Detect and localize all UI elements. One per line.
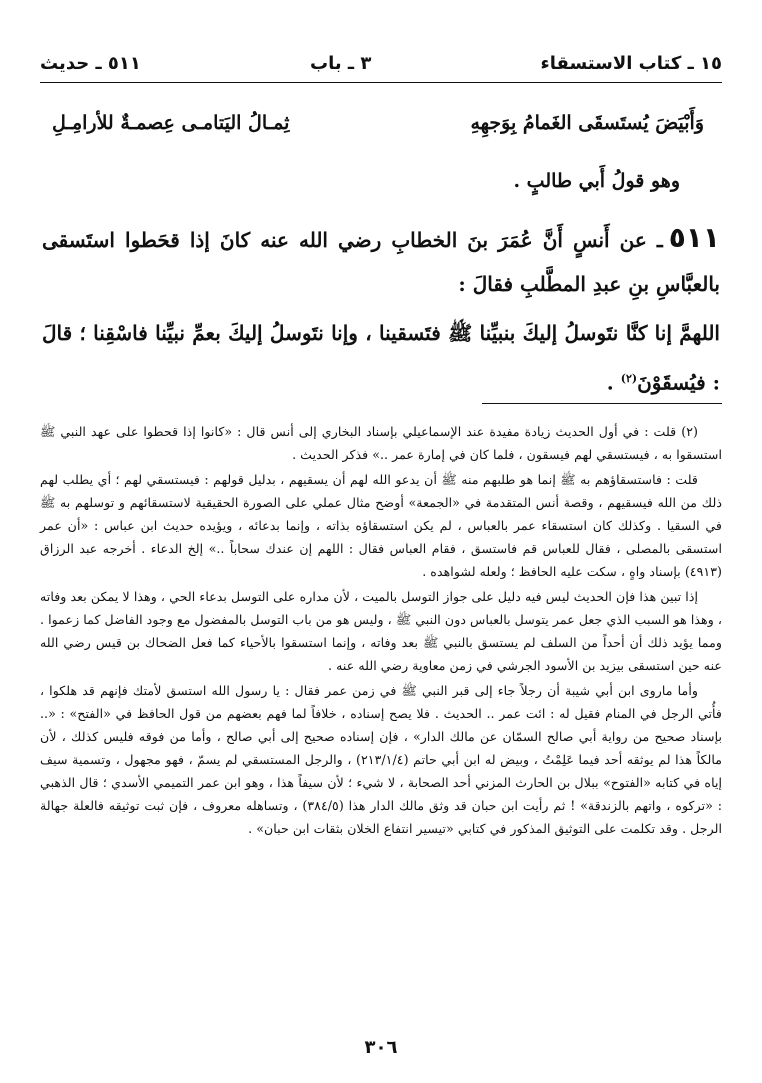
page-number: ٣٠٦ bbox=[364, 1037, 398, 1058]
footnote-paragraph: إذا تبين هذا فإن الحديث ليس فيه دليل على جواز التوسل بالميت ، لأن مداره على التوسل بدعاء الحي ، وهذا لا يمكن بعد وفاته ، وهذا هو السبب الذي جعل عمر يتوسل بالعباس دون النبي ﷺ ، وليس هو من باب التوسل بالمفضول مع وجود الفاضل كما زعموا . ومما يؤيد ذلك أن أحداً من السلف لم يستسق بالنبي ﷺ بعد وفاته ، وإنما استسقوا بالأحياء كما فعل الضحاك بن قيس رضي الله عنه حين استسقى بيزيد بن الأسود الجرشي في زمن معاوية رضي الله عنه . bbox=[40, 589, 722, 673]
hadith-text bbox=[42, 216, 720, 306]
verse-second-hemistich: ثِمـالُ اليَتامـى عِصمـةٌ للأرامِـلِ bbox=[52, 112, 290, 134]
footnote-divider bbox=[482, 403, 722, 404]
dua-body: اللهمَّ إنا كنَّا نتَوسلُ إليكَ بنبيِّنا ﷺ فتَسقينا ، وإنا نتَوسلُ إليكَ بعمِّ نبيِّنا فاسْقِنا ؛ قالَ : فيُسقَوْنَ bbox=[42, 321, 720, 395]
dua-end: . bbox=[606, 370, 621, 395]
footnote-mark: (٢) bbox=[620, 372, 638, 385]
running-header bbox=[40, 48, 722, 78]
footnotes bbox=[40, 420, 722, 842]
hadith-number: ٥١١ bbox=[668, 221, 720, 254]
book-title: ١٥ ـ كتاب الاستسقاء bbox=[540, 52, 722, 74]
footnote-paragraph: وأما ماروى ابن أبي شيبة أن رجلاً جاء إلى قبر النبي ﷺ في زمن عمر فقال : يا رسول الله استسق لأمتك فإنهم قد هلكوا ، فأُتي الرجل في المنام فقيل له : ائت عمر .. الحديث . فلا يصح إسناده ، خلافاً لما فهم بعضهم من قول الحافظ في «الفتح» : «.. بإسناد صحيح من رواية أبي صالح السمّان عن مالك الدار» ، فإن إسناده صحيح إلى أبي صالح ، وأما من فوقه فليس كذلك ، لأن مالكاً هذا لم يوثقه أحد فيما عَلِمْتُ ، وبيض له ابن أبي حاتم (٢١٣/١/٤) ، والرجل المستسقي لم يسمّ ، فهو مجهول ، وتسمية سيف إياه في كتابه «الفتوح» ببلال بن الحارث المزني أحد الصحابة ، لا شيء ؛ لأن سيفاً هذا ، وهو ابن عمر التميمي الأسدي ؛ قال الذهبي : «تركوه ، واتهم بالزندقة» ! ثم رأيت ابن حبان قد وثق مالك الدار هذا (٣٨٤/٥) ، وتساهله معروف ، فإن ثبت توثيقه فالعلة جهالة الرجل . وقد تكلمت على التوثيق المذكور في كتابي «تيسير انتفاع الخلان بثقات ابن حبان» . bbox=[40, 683, 722, 836]
poetry-verse bbox=[52, 112, 704, 134]
verse-attribution: وهو قولُ أَبي طالبٍ . bbox=[513, 170, 680, 192]
verse-first-hemistich: وَأَبْيَضَ يُستَسقَى الغَمامُ بِوَجهِهِ bbox=[470, 112, 704, 134]
hadith-body: ـ عن أَنسٍ أَنَّ عُمَرَ بنَ الخطابِ رضي الله عنه كانَ إذا قحَطوا استَسقى بالعبَّاسِ بنِ عبدِ المطَّلبِ فقالَ : bbox=[42, 228, 720, 296]
hadith-ref: ٥١١ ـ حديث bbox=[40, 52, 141, 74]
dua-text bbox=[42, 310, 720, 406]
chapter-label: ٣ ـ باب bbox=[310, 52, 372, 74]
header-divider bbox=[40, 82, 722, 83]
footnote-paragraph: (٢) قلت : في أول الحديث زيادة مفيدة عند الإسماعيلي بإسناد البخاري إلى أنس قال : «كانوا إذا قحطوا على عهد النبي ﷺ استسقوا به ، فيستسقي لهم فيسقون ، فلما كان في إمارة عمر ..» فذكر الحديث . bbox=[40, 424, 722, 462]
footnote-paragraph: قلت : فاستسقاؤهم به ﷺ إنما هو طلبهم منه ﷺ أن يدعو الله لهم أن يسقيهم ، بدليل قولهم : فيستسقي لهم ؛ أي يطلب لهم ذلك من الله فيسقيهم ، وقصة أنس المتقدمة في «الجمعة» أوضح مثال عملي على الصورة الحقيقية لاستسقائهم و توسلهم به ﷺ في السقيا . وكذلك كان استسقاء عمر بالعباس ، لم يكن استسقاؤه بذاته ، وإنما بدعائه ، ويؤيده حديث ابن عباس : «أن عمر استسقى بالمصلى ، فقال للعباس قم فاستسق ، فقام العباس فقال : اللهم إن عندك سحاباً ..» إلخ الدعاء . أخرجه عبد الرزاق (٤٩١٣) بإسناد واهٍ ، سكت عليه الحافظ ؛ ولعله لشواهده . bbox=[40, 472, 722, 579]
